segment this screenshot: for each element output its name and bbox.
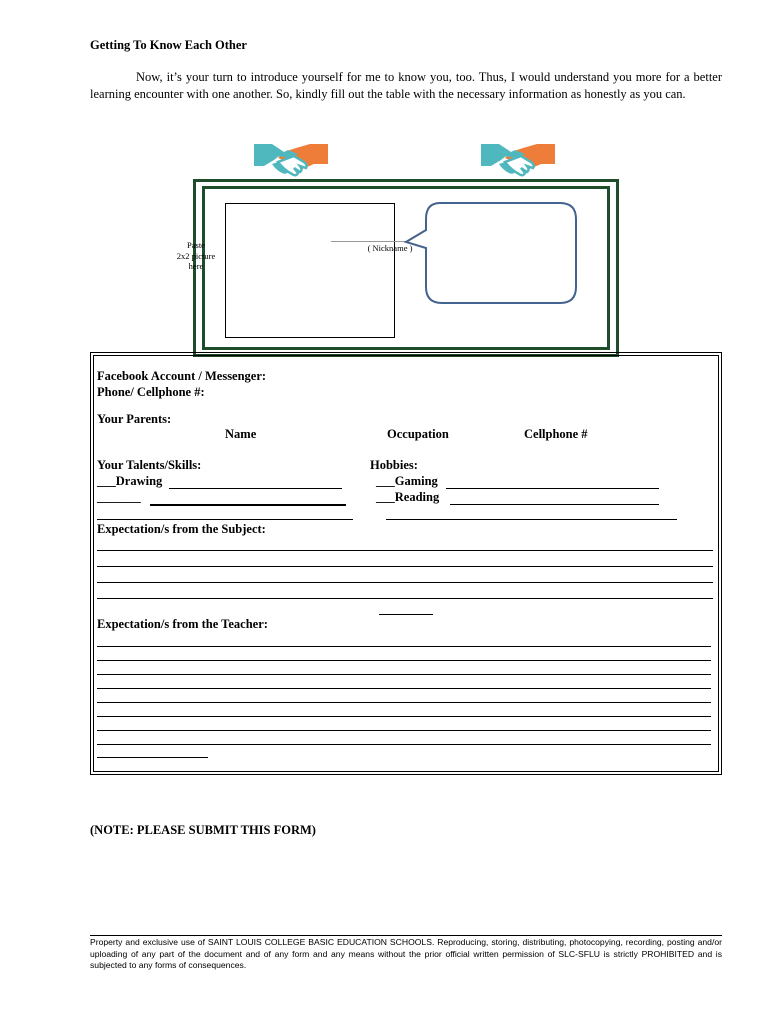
talent-line[interactable] [150, 504, 346, 506]
info-form-inner-border [93, 355, 719, 772]
photo-box[interactable] [225, 203, 395, 338]
facebook-label: Facebook Account / Messenger: [97, 369, 267, 383]
parents-col-occupation: Occupation [387, 427, 449, 441]
photo-instructions [168, 240, 224, 272]
talent-line[interactable] [169, 488, 342, 489]
talent-line[interactable] [97, 519, 353, 520]
answer-line[interactable] [97, 582, 713, 583]
answer-line[interactable] [97, 702, 711, 703]
answer-line[interactable] [97, 660, 711, 661]
nickname-label: ( Nickname ) [367, 243, 413, 253]
speech-bubble[interactable] [400, 200, 582, 308]
hobby-gaming: ___Gaming [376, 474, 438, 488]
intro-paragraph: Now, it’s your turn to introduce yourself for me to know you, too. Thus, I would understand you more for a better learning encounter with one another. So, kindly fill out the table with the necessary information as honestly as you can. [90, 70, 722, 101]
teacher-expectations-label: Expectation/s from the Teacher: [97, 617, 268, 631]
hobby-line[interactable] [446, 488, 659, 489]
answer-line[interactable] [97, 566, 713, 567]
hobbies-label: Hobbies: [370, 458, 418, 472]
photo-note-line: here [188, 261, 204, 271]
talent-drawing: ___Drawing [97, 474, 163, 488]
answer-line[interactable] [97, 757, 208, 758]
parents-col-cellphone: Cellphone # [524, 427, 588, 441]
answer-line[interactable] [97, 674, 711, 675]
page-title: Getting To Know Each Other [90, 38, 247, 52]
answer-line[interactable] [97, 730, 711, 731]
talents-label: Your Talents/Skills: [97, 458, 202, 472]
photo-note-line: 2x2 picture [176, 250, 216, 261]
talent-blank: _______ [97, 490, 141, 504]
phone-label: Phone/ Cellphone #: [97, 385, 205, 399]
answer-line[interactable] [97, 550, 713, 551]
answer-line[interactable] [379, 614, 433, 615]
answer-line[interactable] [97, 688, 711, 689]
parents-col-name: Name [225, 427, 257, 441]
parents-label: Your Parents: [97, 412, 172, 426]
footer-disclaimer: Property and exclusive use of SAINT LOUIS COLLEGE BASIC EDUCATION SCHOOLS. Reproducing, storing, distributing, photocopying, recording, posting and/or uploading of any part of the document and of any form and any means without the prior official written permission of SLC-SFLU is strictly PROHIBITED and is subjected to any forms of consequences. [90, 937, 722, 970]
handshake-icon [254, 140, 328, 182]
submit-note: (NOTE: PLEASE SUBMIT THIS FORM) [90, 823, 316, 837]
handshake-icon [481, 140, 555, 182]
answer-line[interactable] [97, 744, 711, 745]
answer-line[interactable] [97, 646, 711, 647]
subject-expectations-label: Expectation/s from the Subject: [97, 522, 266, 536]
answer-line[interactable] [97, 716, 711, 717]
answer-line[interactable] [97, 598, 713, 599]
photo-note-line: Paste [187, 240, 205, 250]
hobby-line[interactable] [450, 504, 659, 505]
hobby-line[interactable] [386, 519, 677, 520]
hobby-reading: ___Reading [376, 490, 440, 504]
footer-divider [90, 935, 722, 936]
